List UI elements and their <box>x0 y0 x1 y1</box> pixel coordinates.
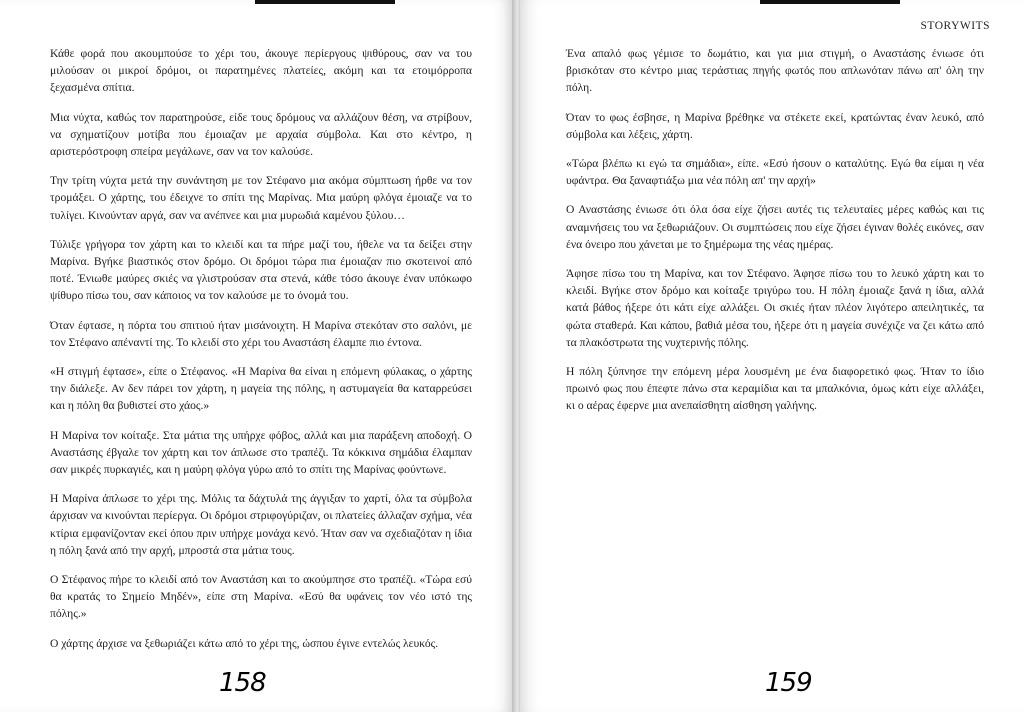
paragraph: Τύλιξε γρήγορα τον χάρτη και το κλειδί και τα πήρε μαζί του, ήθελε να τα δείξει στην Μαρίνα. Βγήκε βιαστικός στον δρόμο. Οι δρόμοι τώρα πια έμοιαζαν πιο σκοτεινοί από ποτέ. Ένιωθε μαύρες σκιές να γλιστρούσαν στα στενά, κάθε τόσο άκουγε έναν υπόκωφο ψίθυρο πίσω του, σαν κάποιος να τον καλούσε με το όνομά του. <box>50 237 472 303</box>
paragraph: «Η στιγμή έφτασε», είπε ο Στέφανος. «Η Μαρίνα θα είναι η επόμενη φύλακας, ο χάρτης την διάλεξε. Αν δεν πάρει τον χάρτη, η μαγεία της πόλης, η αστυμαγεία θα καταρρεύσει και η πόλη θα βυθιστεί στο χάος.» <box>50 365 472 413</box>
paragraph: Η Μαρίνα τον κοίταξε. Στα μάτια της υπήρχε φόβος, αλλά και μια παράξενη αποδοχή. Ο Αναστάσης έβγαλε τον χάρτη και τον άπλωσε στο τραπέζι. Τα κόκκινα σημάδια έλαμπαν σαν μικρές πυρκαγιές, και η μαύρη φλόγα γύρω από το σπίτι της Μαρίνας φούντωνε. <box>50 428 472 477</box>
left-page-text <box>50 45 472 664</box>
paragraph: Η πόλη ξύπνησε την επόμενη μέρα λουσμένη με ένα διαφορετικό φως. Ήταν το ίδιο πρωινό φως που έπεφτε πάνω στα κεραμίδια και τα μπαλκόνια, όμως κάτι είχε αλλάξει, κι ο αέρας έφερνε μια ανεπαίσθητη αίσθηση γαλήνης. <box>566 365 984 413</box>
paragraph: Όταν έφτασε, η πόρτα του σπιτιού ήταν μισάνοιχτη. Η Μαρίνα στεκόταν στο σαλόνι, με τον Στέφανο απέναντί της. Το κλειδί στο χέρι του Αναστάση έλαμπε πιο έντονα. <box>50 318 472 349</box>
right-page-text <box>566 45 984 427</box>
paragraph: Μια νύχτα, καθώς τον παρατηρούσε, είδε τους δρόμους να αλλάζουν θέση, να στρίβουν, να σχηματίζουν μοτίβα που έμοιαζαν με αρχαία σύμβολα. Και στο κέντρο, η αριστερόστροφη σπείρα μεγάλωνε, σαν να τον καλούσε. <box>50 110 472 159</box>
paragraph: «Τώρα βλέπω κι εγώ τα σημάδια», είπε. «Εσύ ήσουν ο καταλύτης. Εγώ θα είμαι η νέα υφάντρα. Θα ξαναφτιάξω μια νέα πόλη απ' την αρχή» <box>566 157 984 188</box>
paragraph: Ο χάρτης άρχισε να ξεθωριάζει κάτω από το χέρι της, ώσπου έγινε εντελώς λευκός. <box>50 636 439 650</box>
running-header: STORYWITS <box>920 20 990 32</box>
paragraph: Την τρίτη νύχτα μετά την συνάντηση με τον Στέφανο μια ακόμα σύμπτωση ήρθε να τον τρομάξει. Ο χάρτης, του έδειχνε το σπίτι της Μαρίνας. Μια μαύρη φλόγα έμοιαζε να το τυλίγει. Κινούνταν αργά, σαν να ανέπνεε και μια μυρωδιά καμένου ξύλου… <box>50 174 472 222</box>
top-edge-mark <box>255 0 395 4</box>
right-page <box>520 0 1024 712</box>
paragraph: Ένα απαλό φως γέμισε το δωμάτιο, και για μια στιγμή, ο Αναστάσης ένιωσε ότι βρισκόταν στο κέντρο μιας τεράστιας πηγής φωτός που απλωνόταν πάνω απ' όλη την πόλη. <box>566 47 984 95</box>
paragraph: Ο Στέφανος πήρε το κλειδί από τον Αναστάση και το ακούμπησε στο τραπέζι. «Τώρα εσύ θα κρατάς το Σημείο Μηδέν», είπε στη Μαρίνα. «Εσύ θα υφάνεις τον νέο ιστό της πόλης.» <box>50 573 472 621</box>
paragraph: Άφησε πίσω του τη Μαρίνα, και τον Στέφανο. Άφησε πίσω του το λευκό χάρτη και το κλειδί. Βγήκε στον δρόμο και κοίταξε τριγύρω του. Η πόλη έμοιαζε ξανά η ίδια, αλλά κατά βάθος ήξερε ότι κάτι είχε αλλάξει. Οι σκιές ήταν πλέον λιγότερο απειλητικές, τα φώτα σταθερά. Και κάπου, βαθιά μέσα του, ήξερε ότι η μαγεία συνέχιζε να ζει κάτω από τα πλακόστρωτα της νυχτερινής πόλης. <box>566 267 984 349</box>
paragraph: Κάθε φορά που ακουμπούσε το χέρι του, άκουγε περίεργους ψιθύρους, σαν να του μιλούσαν οι μικροί δρόμοι, οι παρατημένες πλατείες, ακόμη και τα ετοιμόρροπα ξεχασμένα σπίτια. <box>50 47 472 95</box>
paragraph: Ο Αναστάσης ένιωσε ότι όλα όσα είχε ζήσει αυτές τις τελευταίες μέρες καθώς και τις αναμνήσεις του να ξεθωριάζουν. Οι συμπτώσεις που είχε ζήσει έγιναν θολές εικόνες, σαν ένα όνειρο που χάνεται με το ξημέρωμα της νέας ημέρας. <box>566 203 984 251</box>
page-number: 159 <box>765 668 812 698</box>
paragraph: Η Μαρίνα άπλωσε το χέρι της. Μόλις τα δάχτυλά της άγγιξαν το χαρτί, όλα τα σύμβολα άρχισαν να κινούνται περίεργα. Οι δρόμοι στριφογύριζαν, οι πλατείες άλλαζαν σχήμα, νέα κτίρια εμφανίζονταν εκεί όπου πριν υπήρχε μονάχα κενό. Ήταν σαν να σχεδιαζόταν η ίδια η πόλη ξανά από την αρχή, μπροστά στα μάτια τους. <box>50 492 472 557</box>
page-number: 158 <box>219 668 266 698</box>
top-edge-mark <box>760 0 900 4</box>
paragraph: Όταν το φως έσβησε, η Μαρίνα βρέθηκε να στέκετε εκεί, κρατώντας έναν λευκό, από σύμβολα και λέξεις, χάρτη. <box>566 110 984 141</box>
